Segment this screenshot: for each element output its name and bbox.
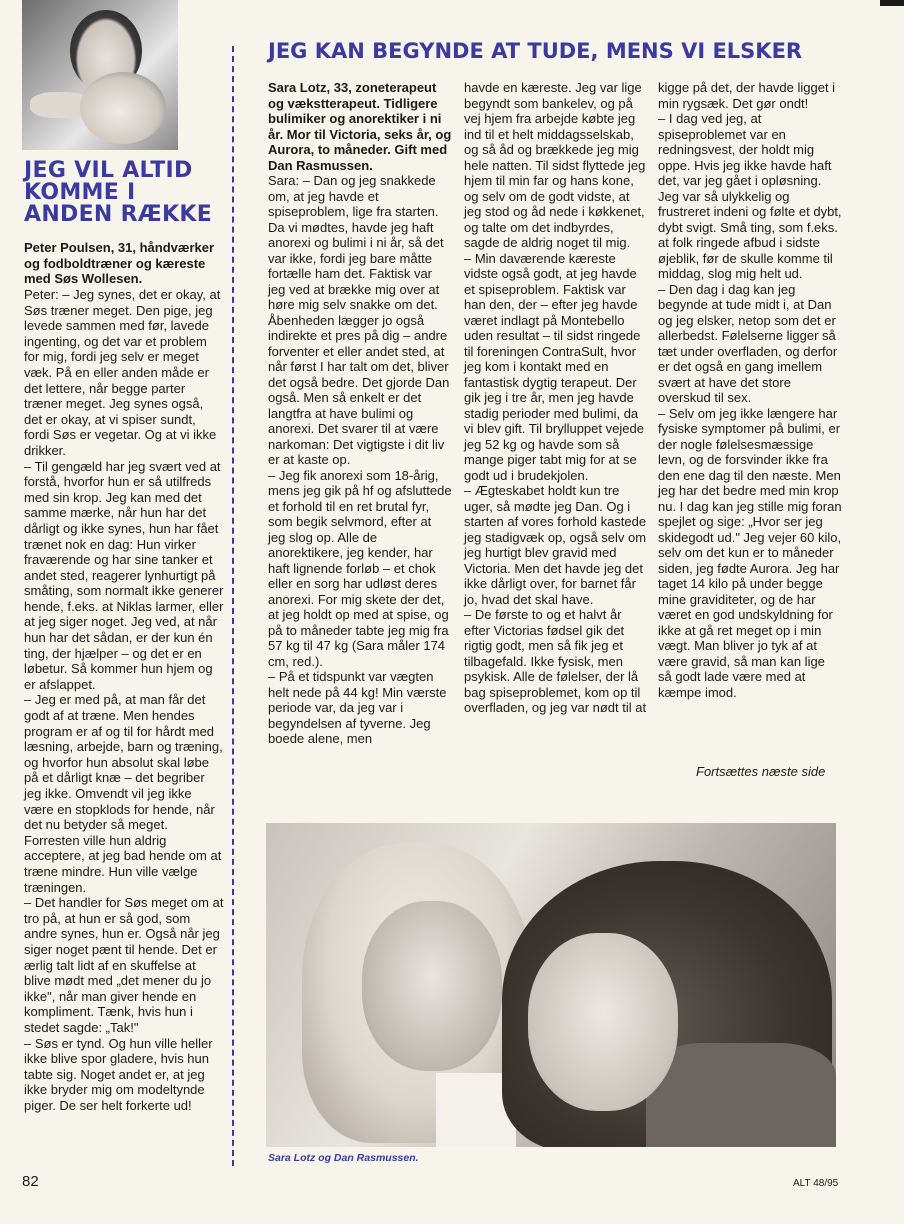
article-column-3: kigge på det, der havde ligget i min rygsæk. Det gør ondt! – I dag ved jeg, at spiseproblemet var en redningsvest, der holdt mig oppe. Hvis jeg ikke havde haft det, var jeg gået i opløsning. Jeg var så ulykkelig og frustreret indeni og følte et dybt, dybt svigt. Små ting, som f.eks. at folk ringede afbud i sidste øjeblik, før de skulle komme til middag, slog mig helt ud. – Den dag i dag kan jeg begynde at tude midt i, at Dan og jeg elsker, netop som det er allerbedst. Følelserne ligger så tæt under overfladen, og derfor er det også en gang imellem svært at have det store overskud til sex. – Selv om jeg ikke længere har fysiske symptomer på bulimi, er der nogle følelsesmæssige levn, og de forsvinder ikke fra den ene dag til den næste. Men jeg har det bedre med min krop nu. I dag kan jeg stille mig foran spejlet og sige: „Hvor ser jeg skidegodt ud." Jeg vejer 60 kilo, selv om det kun er to måneder siden, jeg fødte Aurora. Jeg har taget 14 kilo på under begge mine graviditeter, og de har været en god undskyldning for ikke at gå ret meget op i min vægt. Man bliver jo tyk af at være gravid, så man kan lige så godt lade være med at kæmpe imod.	[658, 80, 842, 700]
left-intro: Peter Poulsen, 31, håndværker og fodboldtræner og kæreste med Søs Wollesen.	[24, 240, 215, 286]
left-headline: JEG VIL ALTID KOMME I ANDEN RÆKKE	[24, 158, 213, 227]
page-number: 82	[22, 1173, 39, 1190]
continued-note: Fortsættes næste side	[696, 764, 826, 779]
issue-label: ALT 48/95	[793, 1178, 839, 1189]
column-1-text: Sara: – Dan og jeg snakkede om, at jeg havde et spiseproblem, lige fra starten. Da vi mødtes, havde jeg haft anorexi og bulimi i ni år, så det var ikke, fordi jeg bare måtte fortælle ham det. Faktisk var jeg ved at brække mig over at høre mig selv snakke om det. Åbenheden lægger jo også indirekte et pres på dig – andre forventer et eller andet sted, at når først I har talt om det, bliver det også bedre. Det gjorde Dan også. Men så enkelt er det langtfra at have bulimi og anorexi. Det svarer til at være narkoman: Det vigtigste i dit liv er at kaste op. – Jeg fik anorexi som 18-årig, mens jeg gik på hf og afsluttede et forhold til en ret brutal fyr, som begik selvmord, efter at jeg slog op. Alle de anorektikere, jeg kender, har haft lignende forløb – et chok eller en sorg har udløst deres anorexi. For mig skete der det, at jeg holdt op med at spise, og på to måneder tabte jeg mig fra 57 kg til 47 kg (Sara måler 174 cm, red.). – På et tidspunkt var vægten helt nede på 44 kg! Min værste periode var, da jeg var i begyndelsen af tyverne. Jeg boede alene, men	[268, 173, 452, 746]
photo-man-face	[362, 901, 502, 1071]
main-headline: JEG KAN BEGYNDE AT TUDE, MENS VI ELSKER	[268, 39, 803, 63]
photo-caption: Sara Lotz og Dan Rasmussen.	[268, 1152, 419, 1164]
photo-woman-face	[528, 933, 678, 1111]
left-body-text: Peter: – Jeg synes, det er okay, at Søs træner meget. Den pige, jeg levede sammen med før, lavede ingenting, og det var et problem for mig, fordi jeg selv er meget væk. På en eller anden måde er det lettere, når begge parter træner meget. Jeg synes også, det er okay, at vi spiser sundt, fordi Søs er vegetar. Og at vi ikke drikker. – Til gengæld har jeg svært ved at forstå, hvorfor hun er så utilfreds med sin krop. Jeg kan med det samme mærke, når hun har det dårligt og ikke synes, hun har fået trænet nok en dag: Hun virker fraværende og har sine tanker et andet sted, reagerer lynhurtigt på småting, som normalt ikke generer hende, f.eks. at Niklas larmer, eller at jeg siger noget. Jeg ved, at når hun har det sådan, er der kun én ting, der hjælper – og det er en løbetur. Så kommer hun hjem og er afslappet. – Jeg er med på, at man får det godt af at træne. Men hendes program er af og til for hårdt med læsning, arbejde, barn og træning, og hvorfor hun absolut skal løbe på et dårligt knæ – det begriber jeg ikke. Omvendt vil jeg ikke være en stopklods for hende, når det nu betyder så meget. Forresten ville hun aldrig acceptere, at jeg bad hende om at træne mindre. Hun ville vælge træningen. – Det handler for Søs meget om at tro på, at hun er så god, som andre synes, hun er. Også når jeg siger noget pænt til hende. Det er ærlig talt lidt af en skuffelse at blive mødt med „det mener du jo ikke", når man giver hende en kompliment. Tænk, hvis hun i stedet sagde: „Tak!" – Søs er tynd. Og hun ville heller ikke blive spor gladere, hvis hun tabte sig. Noget andet er, at jeg ikke bryder mig om modeltynde piger. De ser helt forkerte ud!	[24, 287, 224, 1113]
article-column-2: havde en kæreste. Jeg var lige begyndt som bankelev, og på vej hjem fra arbejde købte jeg ind til et helt middagsselskab, og så åd og brækkede jeg mig hele natten. Til sidst flyttede jeg hjem til min far og hans kone, og selv om de godt vidste, at jeg stod og åd nede i køkkenet, og talte om det indbyrdes, sagde de aldrig noget til mig. – Min daværende kæreste vidste også godt, at jeg havde et spiseproblem. Faktisk var han den, der – efter jeg havde været indlagt på Montebello uden resultat – til sidst ringede til foreningen ContraSult, hvor jeg kom i kontakt med en fantastisk dygtig terapeut. Der gik jeg i tre år, men jeg havde stadig perioder med bulimi, da vi blev gift. Til brylluppet vejede jeg 52 kg og havde som så mange piger tabt mig for at se godt ud i brudekjolen. – Ægteskabet holdt kun tre uger, så mødte jeg Dan. Og i starten af vores forhold kastede jeg stadigvæk op, også selv om jeg hurtigt blev gravid med Victoria. Men det havde jeg det ikke dårligt over, for barnet får jo, hvad det skal have. – De første to og et halvt år efter Victorias fødsel gik det rigtig godt, men så fik jeg et tilbagefald. Ikke fysisk, men psykisk. Alle de følelser, der lå bag spiseproblemet, kom op til overfladen, og jeg var nødt til at	[464, 80, 647, 715]
main-intro: Sara Lotz, 33, zoneterapeut og vækstterapeut. Tidligere bulimiker og anorektiker i ni år. Mor til Victoria, seks år, og Aurora, to måneder. Gift med Dan Rasmussen.	[268, 80, 455, 173]
article-column-1	[268, 80, 455, 747]
photo-man-head	[80, 72, 166, 144]
corner-mark	[880, 0, 904, 6]
couple-photo-small	[22, 0, 178, 150]
photo-woman-sweater	[646, 1043, 836, 1147]
couple-photo-large	[266, 823, 836, 1147]
column-divider	[232, 46, 234, 1166]
